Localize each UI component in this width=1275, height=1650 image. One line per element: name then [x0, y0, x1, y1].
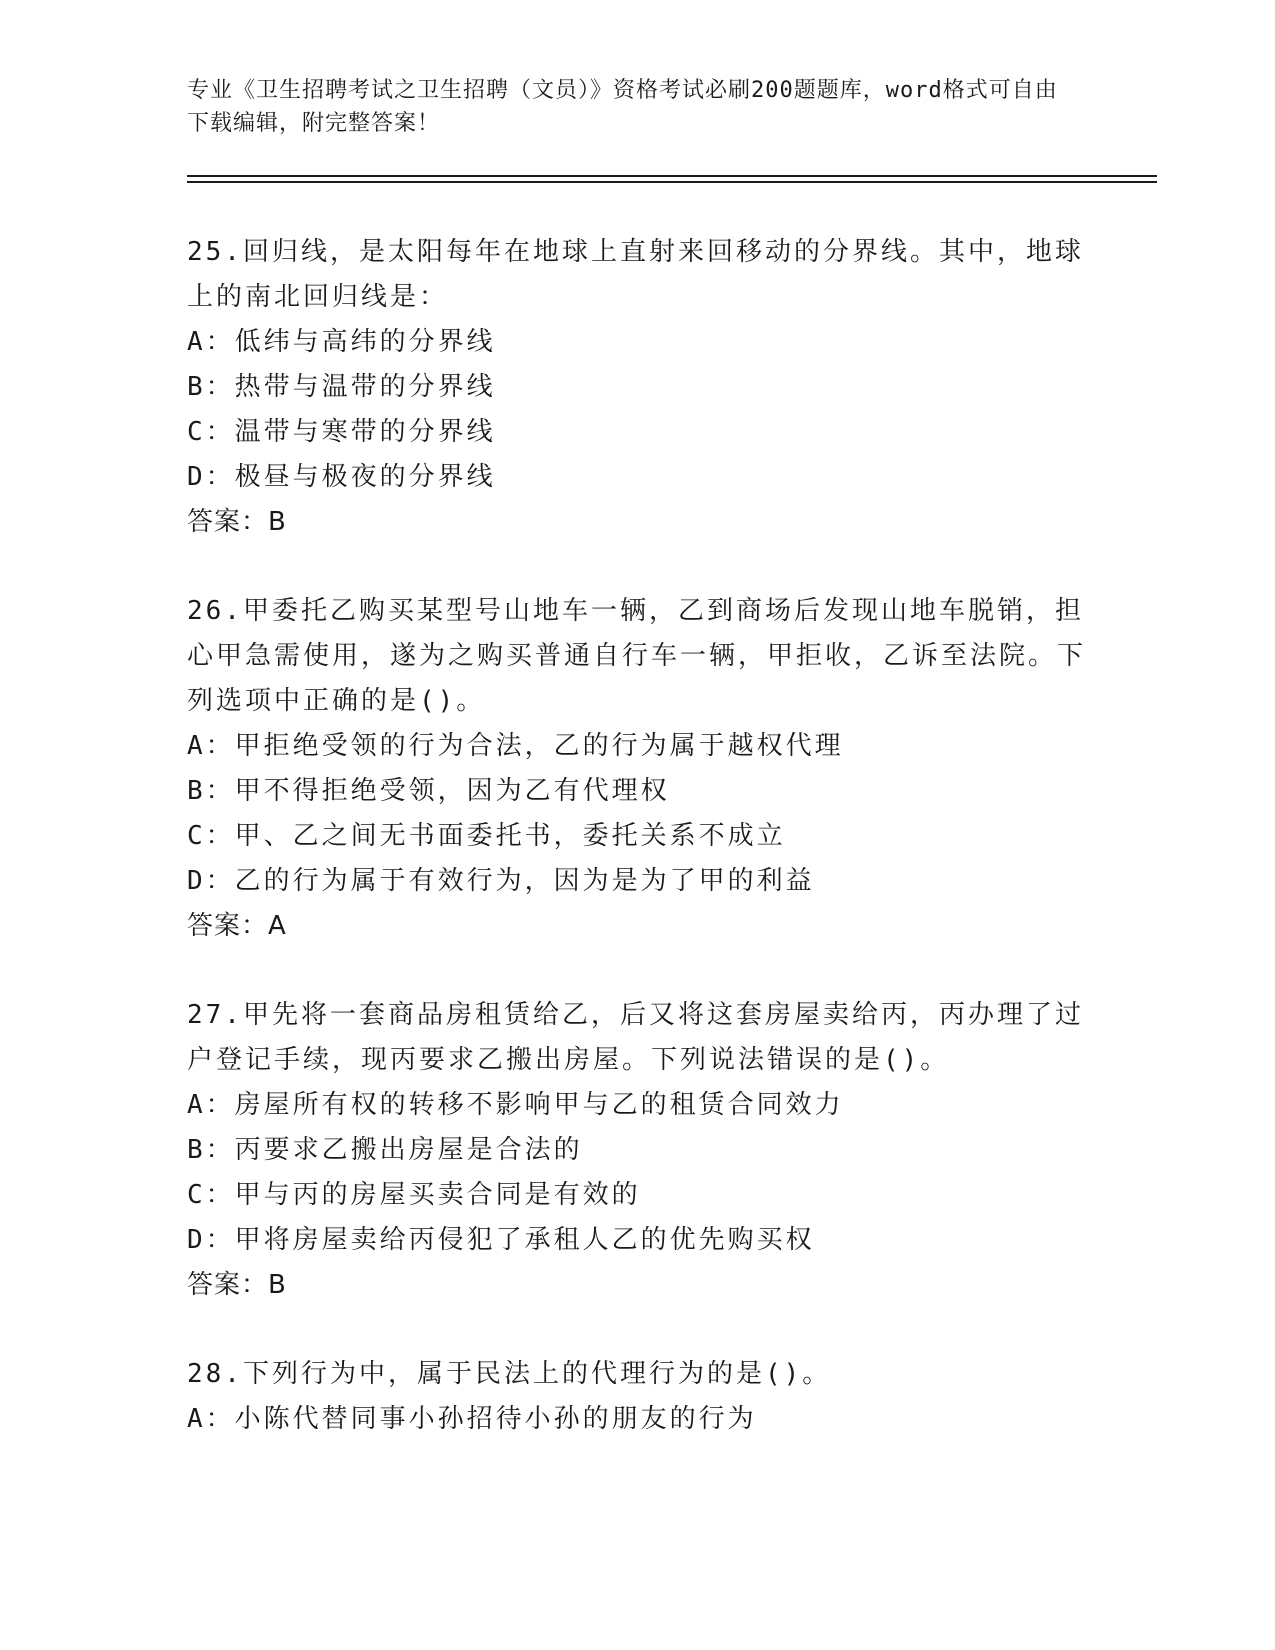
question-stem: 27.甲先将一套商品房租赁给乙，后又将这套房屋卖给丙，丙办理了过户登记手续，现丙要求乙搬出房屋。下列说法错误的是()。 — [187, 1000, 1084, 1075]
option-d: D：甲将房屋卖给丙侵犯了承租人乙的优先购买权 — [187, 1225, 815, 1255]
question-25 — [187, 230, 1087, 545]
answer: 答案：B — [187, 1270, 287, 1300]
question-stem: 28.下列行为中，属于民法上的代理行为的是()。 — [187, 1359, 832, 1389]
document-header: 专业《卫生招聘考试之卫生招聘（文员）》资格考试必刷200题题库，word格式可自由下载编辑，附完整答案！ — [187, 78, 1058, 136]
question-26 — [187, 589, 1087, 949]
option-b: B：甲不得拒绝受领，因为乙有代理权 — [187, 776, 670, 806]
question-stem: 26.甲委托乙购买某型号山地车一辆，乙到商场后发现山地车脱销，担心甲急需使用，遂为之购买普通自行车一辆，甲拒收，乙诉至法院。下列选项中正确的是()。 — [187, 596, 1087, 716]
option-b: B：丙要求乙搬出房屋是合法的 — [187, 1135, 583, 1165]
question-28 — [187, 1352, 1087, 1442]
option-c: C：甲与丙的房屋买卖合同是有效的 — [187, 1180, 641, 1210]
option-d: D：极昼与极夜的分界线 — [187, 462, 496, 492]
option-a: A：小陈代替同事小孙招待小孙的朋友的行为 — [187, 1404, 757, 1434]
option-b: B：热带与温带的分界线 — [187, 372, 496, 402]
header-divider-top — [187, 175, 1157, 177]
answer: 答案：B — [187, 507, 287, 537]
option-a: A：甲拒绝受领的行为合法，乙的行为属于越权代理 — [187, 731, 844, 761]
question-27 — [187, 993, 1087, 1308]
header-divider-bottom — [187, 181, 1157, 183]
option-a: A：低纬与高纬的分界线 — [187, 327, 496, 357]
option-d: D：乙的行为属于有效行为，因为是为了甲的利益 — [187, 866, 815, 896]
option-c: C：温带与寒带的分界线 — [187, 417, 496, 447]
question-stem: 25.回归线，是太阳每年在地球上直射来回移动的分界线。其中，地球上的南北回归线是： — [187, 237, 1084, 312]
option-a: A：房屋所有权的转移不影响甲与乙的租赁合同效力 — [187, 1090, 844, 1120]
option-c: C：甲、乙之间无书面委托书，委托关系不成立 — [187, 821, 786, 851]
answer: 答案：A — [187, 911, 287, 941]
question-list — [187, 230, 1087, 1486]
